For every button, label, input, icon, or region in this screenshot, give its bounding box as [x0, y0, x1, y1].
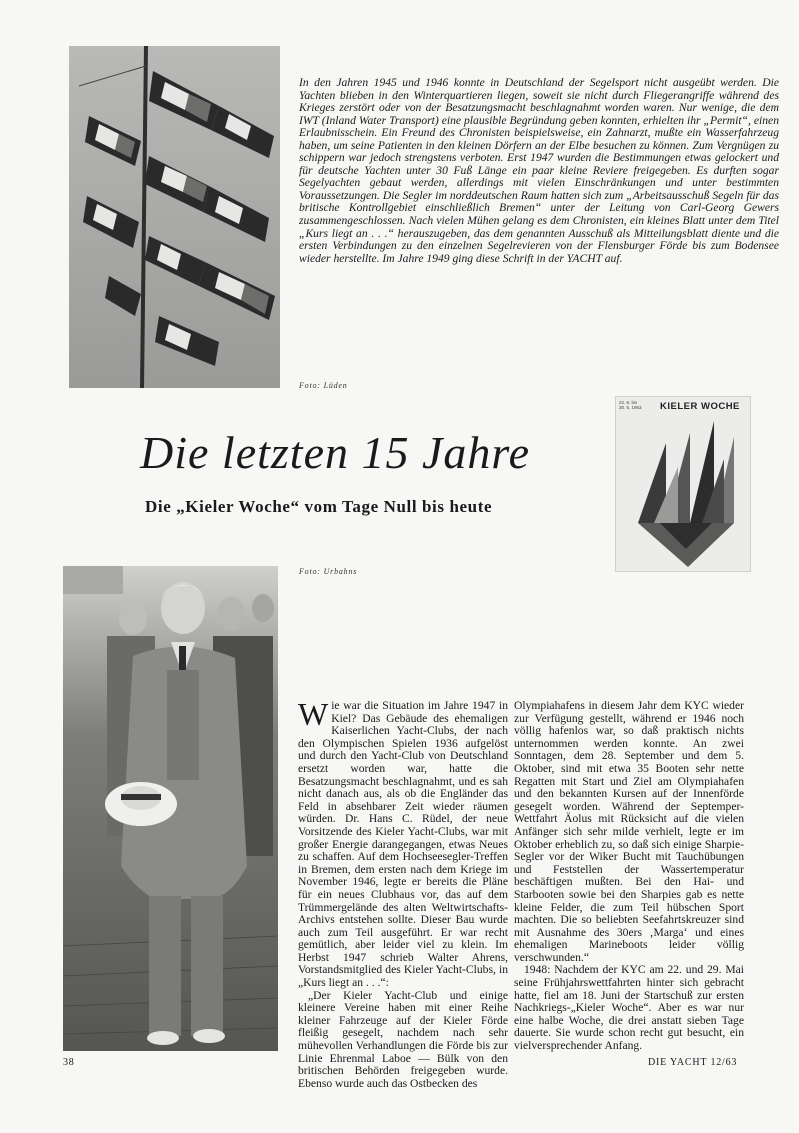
- intro-text: In den Jahren 1945 und 1946 konnte in Deutschland der Segelsport nicht ausgeübt werden. Die Yachten blieben in den Winterquartieren liegen, soweit sie nicht durch Fliegerangriffe während des Krieges zerstört oder von der Besatzungsmacht beschlagnahmt worden waren. Nur wenige, die dem IWT (Inland Water Transport) eine plausible Begründung geben konnten, erhielten ihr „Permit“, einen Erlaubnisschein. Ein Freund des Chronisten beispielsweise, ein Zahnarzt, mußte ein Wasserfahrzeug haben, um seine Patienten in den kleinen Dörfern an der Elbe besuchen zu können. Zum Vergnügen zu schippern war jedoch strengstens verboten. Erst 1947 wurden die Bestimmungen etwas gelockert und für deutsche Yachten unter 30 Fuß Länge ein paar kleine Reviere freigegeben. Es durften sogar Segelyachten gebaut werden, allerdings mit vielen Einschränkungen und unter bestimmten Voraussetzungen. Die Segler im norddeutschen Raum hatten sich zum „Arbeitsausschuß Segeln für das britische Kontrollgebiet einschließlich Bremen“ unter der Leitung von Carl-Georg Gewers zusammengeschlossen. Nach vielen Mühen gelang es dem Chronisten, ein kleines Blatt unter dem Titel „Kurs liegt an . . .“ herauszugeben, das dem genannten Ausschuß als Mitteilungsblatt diente und die ersten Verbindungen zu den einzelnen Segelrevieren von der Flensburger Förde bis zum Bodensee wieder herstellte. Im Jahre 1949 ging diese Schrift in der YACHT auf.: [299, 76, 779, 265]
- article-subhead: Die „Kieler Woche“ vom Tage Null bis heute: [145, 497, 493, 516]
- flags-photo: [69, 46, 280, 388]
- column-2-paragraph-1: Olympiahafens in diesem Jahr dem KYC wieder zur Verfügung gestellt, während er 1946 noch völlig hafenlos war, so daß praktisch nichts unternommen werden konnte. An zwei Sonntagen, dem 28. September und dem 5. Oktober, sind mit etwa 35 Booten sehr nette Regatten mit Start und Ziel am Olympiahafen und den bekannten Kursen auf der Innenförde gesegelt worden. Während der Septemper-Wettfahrt Äolus mit Rücksicht auf die vielen Anfänger sich sehr milde verhielt, legte er im Oktober erheblich zu, so daß sich einige Sharpie-Segler vor der Wiker Bucht mit Tauchübungen und Feststellen der Wassertemperatur beschäftigen mußten. Bei den Hai- und Starbooten sowie bei den Sharpies gab es nette kleine Felder, die zum Teil hübschen Sport machten. Die so beliebten Seefahrtskreuzer sind mit Ausnahme des 30ers ‚Marga‘ und eines ehemaligen Marineboots leider völlig verschwunden.“: [514, 699, 744, 964]
- magazine-issue: DIE YACHT 12/63: [648, 1057, 738, 1068]
- column-1-paragraph-1: Wie war die Situation im Jahre 1947 in Kiel? Das Gebäude des ehemaligen Kaiserlichen Yacht-Clubs, der nach den Olympischen Spielen 1936 aufgelöst und durch den Yacht-Club von Deutschland ersetzt worden war, hatte die Besatzungsmacht beschlagnahmt, und es sah nicht danach aus, als ob die Engländer das Feld in absehbarer Zeit wieder räumen würden. Dr. Hans C. Rüdel, der neue Vorsitzende des Kieler Yacht-Clubs, war mit großer Energie darangegangen, etwas Neues zu schaffen. Auf dem Hochseesegler-Treffen in Bremen, dem ersten nach dem Kriege im November 1946, legte er bereits die Pläne für ein neues Clubhaus vor, das auf dem Trümmergelände des alten Weltwirtschafts-Archivs entstehen sollte. Dieser Bau wurde auch zum Teil ausgeführt. Er war recht gemütlich, aber leider viel zu klein. Im Herbst 1947 schrieb Walter Ahrens, Vorstandsmitglied des Kieler Yacht-Clubs, in „Kurs liegt an . . .“:: [298, 696, 508, 990]
- portrait-photo: [63, 566, 278, 1051]
- photo-credit-portrait: Foto: Urbahns: [299, 567, 358, 576]
- article-headline: Die letzten 15 Jahre: [140, 427, 531, 478]
- photo-credit-flags: Foto: Lüden: [299, 381, 348, 390]
- column-2-paragraph-2: 1948: Nachdem der KYC am 22. und 29. Mai seine Frühjahrswettfahrten hinter sich gebracht hatte, fiel am 18. Juni der Startschuß zur ersten Nachkriegs-„Kieler Woche“. Aber es war nur eine halbe Woche, die drei anstatt sieben Tage dauerte. Sie wurde schon recht gut besucht, ein vielversprechender Anfang.: [514, 963, 744, 1053]
- poster-date: 22. 6. bis 30. 6. 1963: [619, 400, 642, 410]
- page-number: 38: [63, 1057, 75, 1068]
- drop-cap: W: [298, 696, 329, 732]
- article-column-2: [514, 700, 744, 1053]
- kieler-woche-poster: [615, 396, 751, 572]
- article-column-1: [298, 696, 508, 1090]
- poster-title: KIELER WOCHE: [660, 401, 740, 412]
- column-1-paragraph-2: „Der Kieler Yacht-Club und einige kleinere Vereine haben mit einer Reihe kleiner Fahrzeuge auf der Kieler Förde fleißig gesegelt, nachdem nach sehr mühevollen Verhandlungen die Förde bis zur Linie Ehrenmal Laboe — Bülk von den britischen Behörden freigegeben wurde. Ebenso wurde auch das Ostbecken des: [298, 988, 508, 1090]
